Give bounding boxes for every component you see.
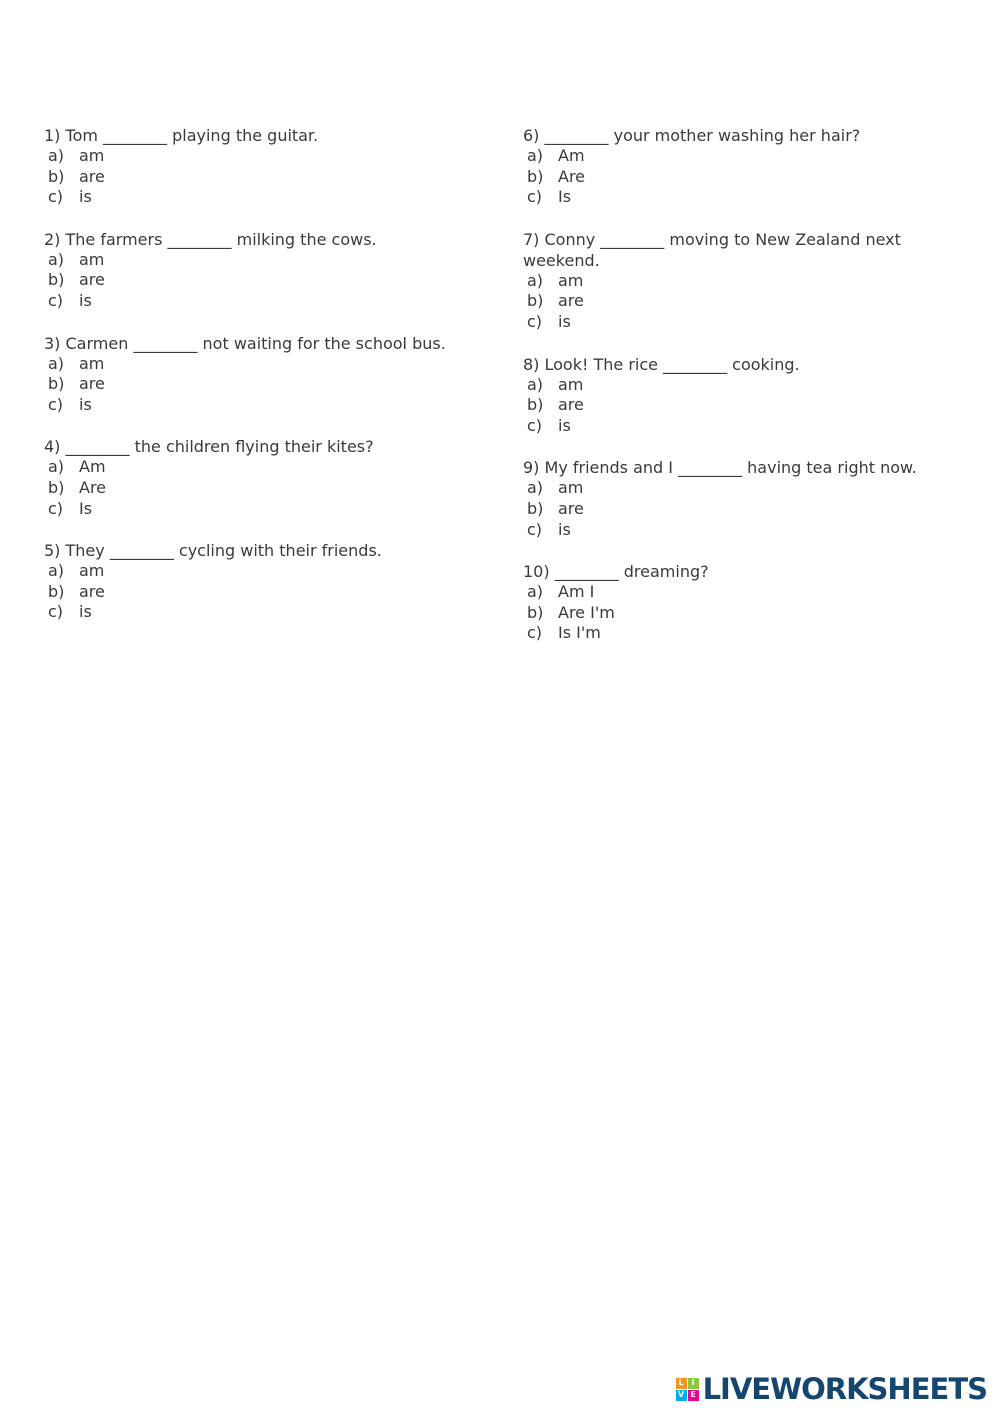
option-b[interactable] xyxy=(44,582,464,603)
option-text: is xyxy=(79,394,92,414)
option-text: Is I'm xyxy=(558,623,601,643)
option-letter: a) xyxy=(527,374,544,394)
options-list xyxy=(44,354,464,416)
question-stem: 6) ________ your mother washing her hair? xyxy=(523,126,861,145)
question-3 xyxy=(44,333,464,416)
option-letter: a) xyxy=(48,457,65,477)
option-a[interactable] xyxy=(523,582,953,603)
option-letter: c) xyxy=(48,290,64,310)
option-a[interactable] xyxy=(523,146,953,167)
option-letter: c) xyxy=(48,394,64,414)
option-c[interactable] xyxy=(44,291,464,312)
option-letter: a) xyxy=(527,146,544,165)
option-text: am xyxy=(558,478,584,498)
option-text: is xyxy=(558,415,571,435)
question-5 xyxy=(44,540,464,623)
option-text: Am I xyxy=(558,582,595,602)
option-c[interactable] xyxy=(44,187,464,208)
left-column xyxy=(44,125,464,644)
option-b[interactable] xyxy=(523,291,953,312)
option-text: is xyxy=(79,290,92,310)
option-letter: a) xyxy=(48,249,65,269)
logo-mark-tile: I xyxy=(688,1378,699,1389)
logo-mark-tile: L xyxy=(676,1378,687,1389)
question-stem: 4) ________ the children flying their kites? xyxy=(44,437,374,457)
question-1 xyxy=(44,125,464,208)
option-text: are xyxy=(79,581,105,601)
liveworksheets-logo[interactable] xyxy=(676,1373,987,1405)
option-c[interactable] xyxy=(44,499,464,520)
question-8 xyxy=(523,354,953,437)
option-b[interactable] xyxy=(44,374,464,395)
option-letter: c) xyxy=(527,623,543,643)
option-text: are xyxy=(558,498,584,518)
option-text: am xyxy=(79,561,105,581)
question-10 xyxy=(523,561,953,644)
option-b[interactable] xyxy=(523,395,953,416)
option-letter: a) xyxy=(48,561,65,581)
option-a[interactable] xyxy=(44,354,464,375)
option-b[interactable] xyxy=(44,270,464,291)
option-letter: b) xyxy=(527,498,544,518)
question-stem: 9) My friends and I ________ having tea right now. xyxy=(523,458,917,478)
option-text: is xyxy=(79,602,92,622)
option-letter: b) xyxy=(48,581,65,601)
option-letter: c) xyxy=(48,187,64,207)
option-letter: a) xyxy=(48,146,65,165)
question-stem: 3) Carmen ________ not waiting for the school bus. xyxy=(44,333,446,353)
option-text: are xyxy=(558,395,584,415)
option-c[interactable] xyxy=(523,416,953,437)
option-letter: c) xyxy=(48,498,64,518)
option-text: is xyxy=(558,519,571,539)
option-a[interactable] xyxy=(523,478,953,499)
option-letter: a) xyxy=(527,478,544,498)
option-letter: c) xyxy=(527,311,543,331)
option-a[interactable] xyxy=(523,271,953,292)
option-text: am xyxy=(79,146,105,165)
question-6 xyxy=(523,125,953,208)
option-c[interactable] xyxy=(523,312,953,333)
option-text: is xyxy=(558,311,571,331)
options-list xyxy=(44,457,464,519)
question-stem: 7) Conny ________ moving to New Zealand next weekend. xyxy=(523,229,901,270)
question-stem: 5) They ________ cycling with their friends. xyxy=(44,541,382,561)
options-list xyxy=(523,582,953,644)
question-2 xyxy=(44,229,464,312)
option-letter: a) xyxy=(527,270,544,290)
question-4 xyxy=(44,436,464,519)
option-b[interactable] xyxy=(523,499,953,520)
option-text: Am xyxy=(79,457,106,477)
option-letter: b) xyxy=(48,477,65,497)
option-letter: b) xyxy=(48,374,65,394)
option-letter: b) xyxy=(527,291,544,311)
option-c[interactable] xyxy=(523,623,953,644)
question-7 xyxy=(523,229,953,333)
option-text: are xyxy=(79,270,105,290)
question-9 xyxy=(523,457,953,540)
right-column xyxy=(523,125,953,665)
option-text: is xyxy=(79,187,92,207)
option-text: am xyxy=(558,270,584,290)
logo-mark-tile: V xyxy=(676,1390,687,1401)
option-text: are xyxy=(79,374,105,394)
option-b[interactable] xyxy=(44,478,464,499)
option-text: are xyxy=(79,166,105,186)
options-list xyxy=(523,271,953,333)
option-letter: c) xyxy=(527,415,543,435)
option-a[interactable] xyxy=(44,561,464,582)
option-b[interactable] xyxy=(523,603,953,624)
option-c[interactable] xyxy=(523,187,953,208)
option-c[interactable] xyxy=(44,602,464,623)
option-c[interactable] xyxy=(523,520,953,541)
logo-mark-icon xyxy=(676,1378,699,1401)
option-letter: a) xyxy=(527,582,544,602)
question-stem: 1) Tom ________ playing the guitar. xyxy=(44,126,319,145)
option-b[interactable] xyxy=(44,167,464,188)
option-a[interactable] xyxy=(44,457,464,478)
option-letter: b) xyxy=(527,395,544,415)
option-letter: b) xyxy=(48,166,65,186)
option-letter: b) xyxy=(48,270,65,290)
option-text: am xyxy=(79,353,105,373)
question-stem: 10) ________ dreaming? xyxy=(523,562,709,582)
option-text: Is xyxy=(79,498,93,518)
option-text: am xyxy=(79,249,105,269)
option-a[interactable] xyxy=(44,146,464,167)
option-text: Am xyxy=(558,146,585,165)
option-text: am xyxy=(558,374,584,394)
option-letter: b) xyxy=(527,166,544,186)
option-c[interactable] xyxy=(44,395,464,416)
options-list xyxy=(44,146,464,208)
options-list xyxy=(44,250,464,312)
option-text: Are I'm xyxy=(558,602,615,622)
option-text: Are xyxy=(558,166,586,186)
option-text: Are xyxy=(79,477,107,497)
option-a[interactable] xyxy=(523,375,953,396)
option-text: Is xyxy=(558,187,572,207)
options-list xyxy=(523,146,953,208)
option-letter: b) xyxy=(527,602,544,622)
question-stem: 8) Look! The rice ________ cooking. xyxy=(523,354,800,374)
options-list xyxy=(523,478,953,540)
option-letter: c) xyxy=(527,187,543,207)
options-list xyxy=(44,561,464,623)
option-letter: a) xyxy=(48,353,65,373)
options-list xyxy=(523,375,953,437)
option-letter: c) xyxy=(48,602,64,622)
question-stem: 2) The farmers ________ milking the cows. xyxy=(44,229,377,249)
option-letter: c) xyxy=(527,519,543,539)
option-b[interactable] xyxy=(523,167,953,188)
option-a[interactable] xyxy=(44,250,464,271)
option-text: are xyxy=(558,291,584,311)
logo-text: LIVEWORKSHEETS xyxy=(702,1372,987,1406)
logo-mark-tile: E xyxy=(688,1390,699,1401)
